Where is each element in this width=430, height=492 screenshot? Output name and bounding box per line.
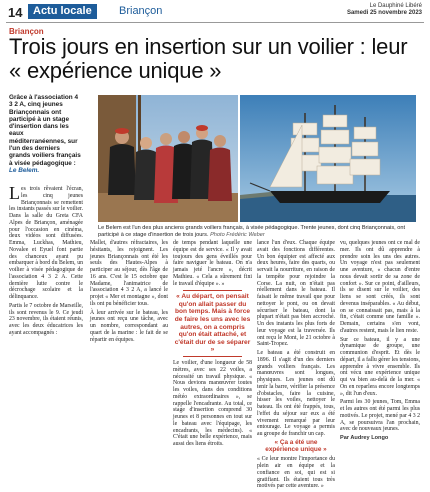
paragraph: Mallet, d'autres réfractaires, les hésitants, les rejoignent. Les jeunes Briançonnais ont été les seuls des Hautes-Alpes à participer au séjour, dès l'âge de 16 ans. C'est le 15 octobre que Madame, l'animatrice de l'association 4 3 2 A, a lancé le projet « Mer et montagne », dont ils ont pu bénéficier tous. <box>90 240 168 307</box>
paragraph: « Ce leur montre l'importance du plein air en équipe et la confiance en soi, qui est si gratifiant. Ils étaient tous très motivés par cette aventure. » <box>257 456 335 490</box>
paragraph <box>9 183 83 301</box>
article-column-3 <box>173 240 252 450</box>
article-column-4 <box>257 240 335 492</box>
publication-date: Samedi 25 novembre 2023 <box>346 10 422 16</box>
article-byline: Par Audrey Longo <box>340 435 389 441</box>
article-column-5 <box>340 240 420 442</box>
paper-info <box>347 3 422 17</box>
paragraph: de temps pendant laquelle une équipe est de service. « Il y avait toujours des gens éveillés pour faire naviguer le bateau. On n'a jamais jeté l'ancre », décrit Mathieu. « Cela a sûrement fini le travail d'équipe ». » <box>173 240 252 287</box>
section-subhead: « Ça a été une expérience unique » <box>265 438 327 453</box>
crew-photo <box>98 95 238 222</box>
paragraph: vu, quelques jeunes ont ce mal de mer. Ils ont dû apprendre à prendre soin les uns des autres. Un voyage n'est pas seulement une aventure, « chacun d'entre nous devait sortir de sa zone de confort ». Sur ce point, d'ailleurs, ils se disent sur le voilier, des liens se sont créés, ils sont devenus inséparables. « Au début, on se connaissait pas, mais à la fin, c'était comme une famille ». Demain, certains s'en vont, d'autres restent, mais le lien reste. <box>340 240 420 334</box>
quote-rule-bottom <box>183 356 242 357</box>
paper-name: Le Dauphiné Libéré <box>369 3 422 9</box>
paragraph: Sur ce bateau, il y a une dynamique de groupe, une communion d'esprit. Et dès le départ, il a fallu gérer les tensions, apprendre à vivre ensemble. Ils ont vécu une expérience unique qui va bien au-delà de la mer. « On en reparlera encore longtemps », dit l'un d'eux. <box>340 336 420 397</box>
lead-column <box>9 94 81 174</box>
section-city: Briançon <box>119 5 163 17</box>
photo-credit: Photo Frédéric Weber <box>210 231 265 238</box>
paragraph: Le voilier, d'une longueur de 58 mètres, avec ses 22 voiles, a nécessité un travail physique. « Nous devions manœuvrer toutes les voiles, dans des conditions météo extraordinaires », se rappelle l'encadrante. Au total, ce stage d'insertion comprend 30 jeunes et 8 personnes en tout sur le bateau avec l'équipage, les encadrants, les médecins). « C'était une belle expérience, mais aussi des liens étroits. <box>173 360 252 447</box>
quote-text: « Au départ, on pensait qu'on allait passer du bon temps. Mais à force de faire les uns avec les autres, on a compris qu'on était attaché, et c'était dur de se séparer » <box>174 293 251 354</box>
chapo-boat: Le Belem. <box>9 166 40 174</box>
article-column-2 <box>90 240 168 345</box>
page-header <box>0 0 430 22</box>
page-number: 14 <box>8 5 23 20</box>
article-headline: Trois jours en insertion sur un voilier : leur « expérience unique » <box>9 34 408 83</box>
section-label: Actu locale <box>28 4 97 19</box>
article-chapo <box>9 94 81 174</box>
paragraph: À leur arrivée sur le bateau, les jeunes ont reçu une tâche, avec un nombre, correspondant au quart de la marine : le fait de se répartir en équipes. <box>90 309 168 343</box>
paragraph: Le bateau a été construit en 1896. Il s'agit d'un des derniers grands voiliers français. Les manœuvres sont longues, physiques. Les jeunes ont dû tenir la barre, vérifier la présence d'obstacles, faire la cuisine, hisser les voiles, nettoyer le bateau. Ils ont été frappés, tous, l'effet du séjour sur eux a été vivement remarqué par leur entourage. Le voyage a permis au groupe de franchir un cap. <box>257 350 335 437</box>
photo-caption <box>98 225 416 238</box>
paragraph-text: es trois rêvaient l'écran, les cinq jeunes Briançonnais se remettent les instants passés sur le voilier. Dans la salle du Greta CFA Alpes de Briançon, aménagée pour l'occasion en cinéma, deux vidéos sont diffusées. Emma, Luckhas, Mathieu, Novalee et Eyuel font partie des chanceux ayant pu embarquer à bord du Belem, un voilier à visée pédagogique de l'association 4 3 2 A. Cette dernière lutte contre le décrochage scolaire et la délinquance. <box>9 186 83 300</box>
paragraph: Parmi les 30 jeunes, Tom, Emma et les autres ont été parmi les plus motivés. Le projet, mené par 4 3 2 A, se poursuivra l'an prochain, avec de nouveaux jeunes. <box>340 399 420 433</box>
pull-quote <box>173 290 252 357</box>
caption-text: Le Belem est l'un des plus anciens grands voiliers français, à visée pédagogique. Trente jeunes, dont cinq Briançonnais, ont participé à ce stage d'insertion de trois jours. <box>98 225 406 238</box>
article-kicker: Briançon <box>9 27 44 36</box>
ship-photo <box>240 95 416 222</box>
header-divider <box>6 22 424 23</box>
paragraph: Partis le 7 octobre de Marseille, ils sont revenus le 9. Ce jeudi 23 novembre, ils étaient réunis, avec les deux éducatrices les ayant accompagnés : <box>9 302 83 336</box>
article-column-1 <box>9 183 83 339</box>
quote-rule-top <box>183 290 242 291</box>
paragraph: lance l'un d'eux. Chaque équipe avait des fonctions différentes. Un bon équipier est affecté aux deux heures, faire des quarts, ou servait la nourriture, en raison de la tempête pour rejoindre la Corse. La nuit, on n'était pas réellement dans le bateau. Il faisait le même travail que pour nettoyer le pont, ou on devait sécuriser le bateau, dont la plupart n'était pas bien accroché. Un des instants les plus forts de leur voyage est la traversée. Ils ont reçu le Mont, le 21 octobre à Saint-Tropez. <box>257 240 335 348</box>
chapo-text: Grâce à l'association 4 3 2 A, cinq jeunes Briançonnais ont participé à un stage d'insertion dans les eaux méditerranéennes, sur l'un des derniers grands voiliers français à visée pédagogique : <box>9 94 81 167</box>
drop-cap: L <box>9 183 20 203</box>
